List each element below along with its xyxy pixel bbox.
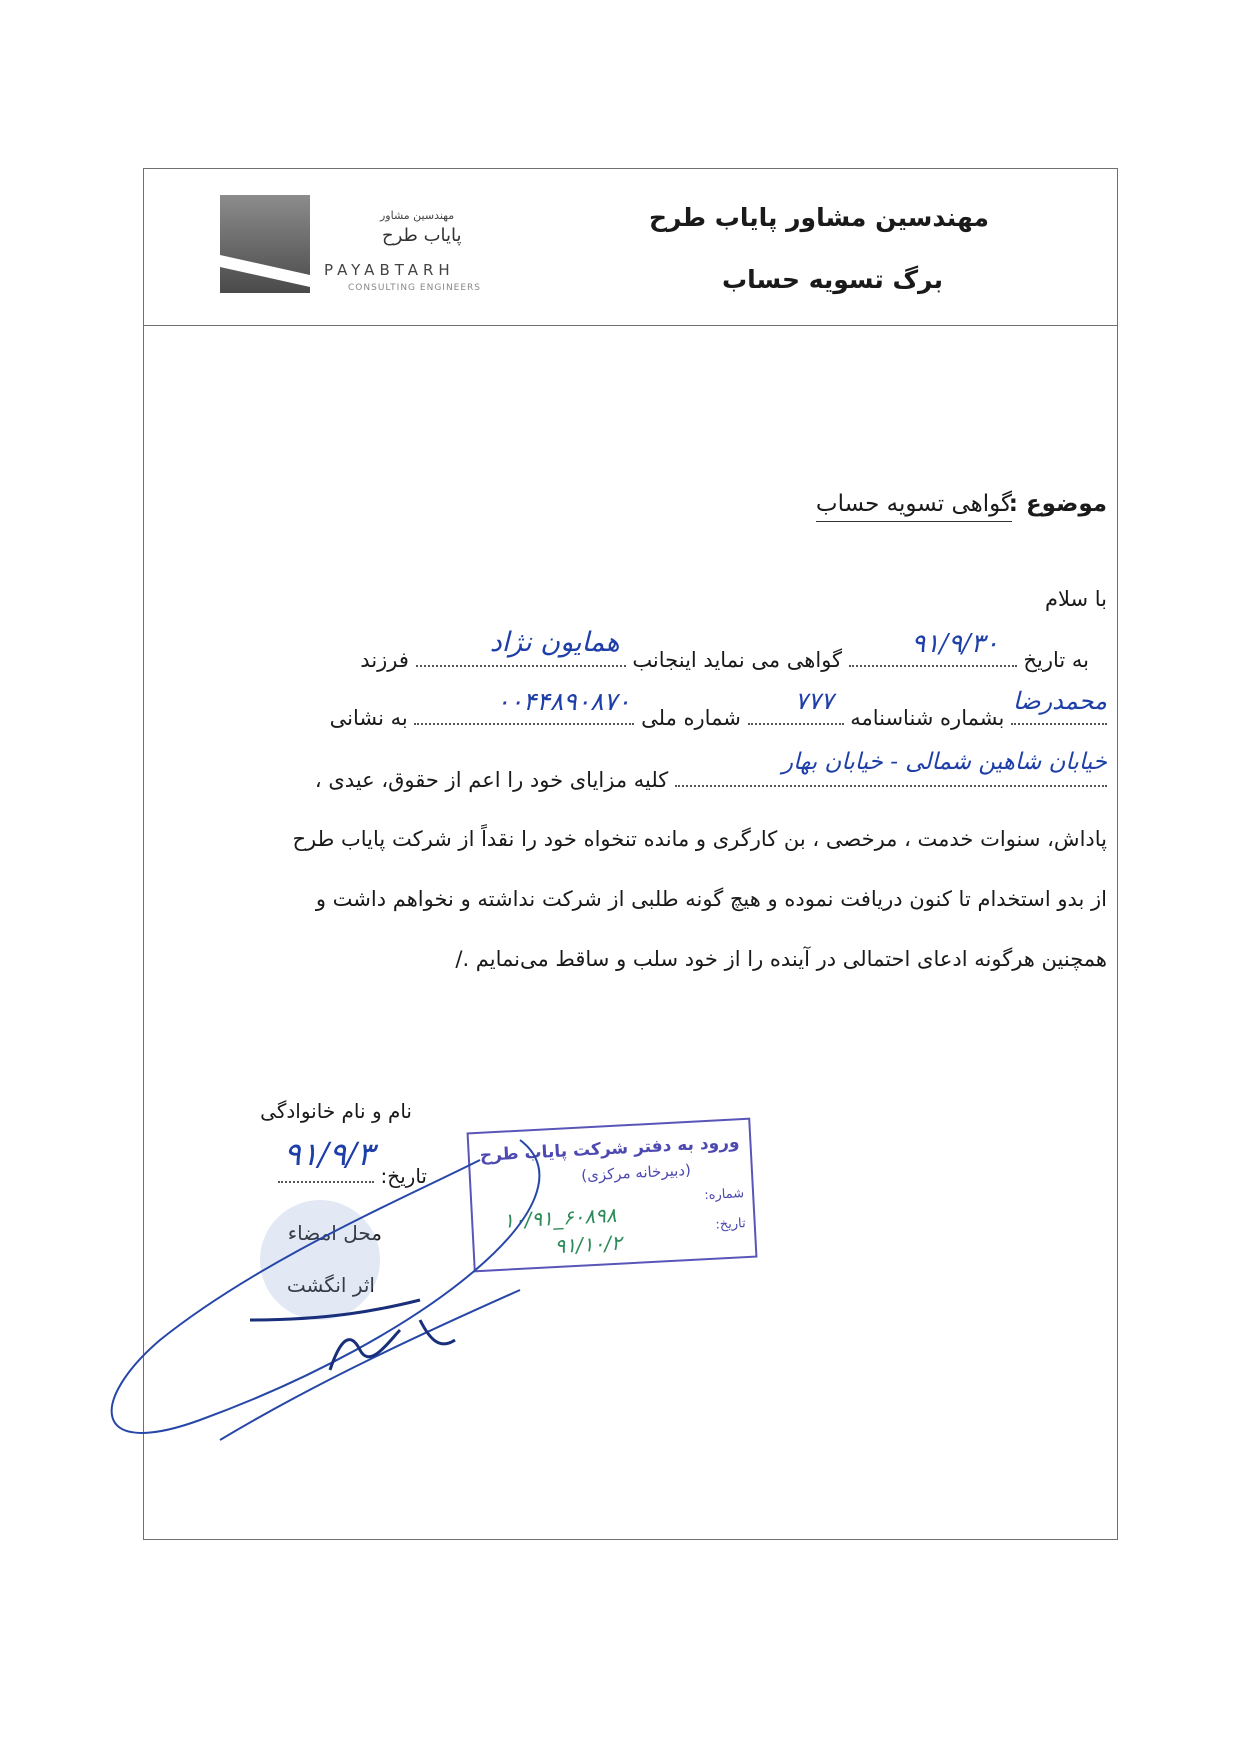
subject-label: موضوع :: [1008, 491, 1107, 517]
form-title: برگ تسویه حساب: [722, 265, 943, 294]
letter-line-6: همچنین هرگونه ادعای احتمالی در آینده را از خود سلب و ساقط می‌نمایم ./: [455, 947, 1107, 971]
logo-fa-big: پایاب طرح: [382, 225, 462, 246]
signature-place-label: محل امضاء: [287, 1221, 382, 1245]
address-field: [675, 749, 1107, 787]
letter-line-1: [360, 627, 1089, 672]
company-logo-icon: [220, 195, 310, 293]
line3-text-1: کلیه مزایای خود را اعم از حقوق، عیدی ،: [314, 768, 669, 792]
fingerprint-label: اثر انگشت: [286, 1273, 375, 1297]
header-divider: [144, 325, 1117, 326]
stamp-date-label: تاریخ:: [715, 1216, 747, 1233]
stamp-subtitle: (دبیرخانه مرکزی): [580, 1160, 692, 1185]
greeting: با سلام: [1044, 587, 1107, 611]
logo-en-sub: CONSULTING ENGINEERS: [348, 283, 482, 293]
line1-text-2: گواهی می نماید اینجانب: [632, 648, 843, 672]
employee-name-handwritten: همایون نژاد: [489, 627, 620, 658]
signature-date-row: [278, 1135, 427, 1188]
line2-text-3: به نشانی: [329, 706, 408, 730]
stamp-number-value: ۱۰/۹۱_۶۰۸۹۸: [502, 1202, 618, 1233]
letter-line-3: [314, 749, 1107, 792]
stamp-date-value: ۹۱/۱۰/۲: [553, 1230, 623, 1259]
line2-text-2: شماره ملی: [641, 706, 741, 730]
name-label: نام و نام خانوادگی: [260, 1099, 412, 1123]
national-id-handwritten: ۰۰۴۴۸۹۰۸۷۰: [496, 687, 631, 716]
letter-line-2: [329, 687, 1107, 730]
line1-text-3: فرزند: [360, 648, 409, 672]
id-number-handwritten: ۷۷۷: [794, 687, 834, 715]
date-field: [849, 629, 1017, 667]
line2-text-1: بشماره شناسنامه: [850, 706, 1005, 730]
form-frame: [143, 168, 1118, 1540]
national-id-field: [414, 687, 634, 725]
office-entry-stamp: [467, 1118, 758, 1273]
stamp-number-label: شماره:: [703, 1186, 745, 1204]
logo-fa-small: مهندسین مشاور: [380, 209, 455, 222]
company-name: مهندسین مشاور پایاب طرح: [648, 203, 989, 232]
signature-date-label: تاریخ:: [380, 1164, 427, 1188]
date-handwritten: ۹۱/۹/۳۰: [911, 629, 999, 659]
father-name-handwritten: محمدرضا: [1012, 687, 1107, 715]
line1-text-1: به تاریخ: [1023, 648, 1089, 672]
letter-line-5: از بدو استخدام تا کنون دریافت نموده و هیچ گونه طلبی از شرکت نداشته و نخواهم داشت و: [315, 887, 1107, 911]
signature-date-handwritten: ۹۱/۹/۳: [283, 1135, 375, 1173]
letter-line-4: پاداش، سنوات خدمت ، مرخصی ، بن کارگری و مانده تنخواه خود را نقداً از شرکت پایاب طرح: [292, 827, 1107, 851]
signature-date-field: [278, 1135, 375, 1183]
id-number-field: [748, 687, 844, 725]
employee-name-field: [416, 627, 626, 667]
father-name-field: [1011, 687, 1107, 725]
address-handwritten: خیابان شاهین شمالی - خیابان بهار: [782, 749, 1107, 775]
logo-en: PAYABTARH: [324, 261, 455, 279]
subject-value: گواهی تسویه حساب: [816, 491, 1012, 522]
stamp-title: ورود به دفتر شرکت پایاب طرح: [479, 1132, 740, 1166]
